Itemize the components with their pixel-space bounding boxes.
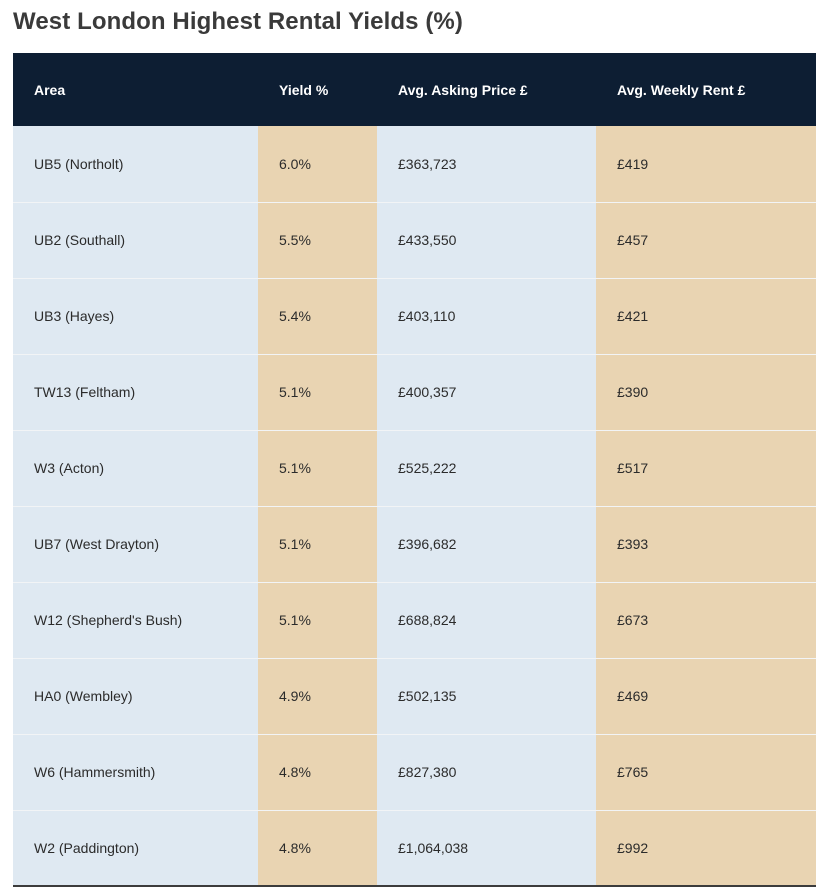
header-asking-price: Avg. Asking Price £: [398, 81, 528, 98]
table-row: [13, 582, 816, 658]
cell-area: W2 (Paddington): [13, 810, 258, 886]
table-row: [13, 354, 816, 430]
cell-weekly-rent: £469: [596, 658, 816, 734]
cell-yield: 4.9%: [258, 658, 377, 734]
cell-asking-price: £403,110: [377, 278, 596, 354]
table-row: [13, 430, 816, 506]
cell-area: TW13 (Feltham): [13, 354, 258, 430]
table-row: [13, 278, 816, 354]
cell-yield: 5.1%: [258, 430, 377, 506]
cell-weekly-rent: £673: [596, 582, 816, 658]
cell-weekly-rent: £390: [596, 354, 816, 430]
page-title: West London Highest Rental Yields (%): [13, 8, 463, 35]
table-row: [13, 810, 816, 886]
cell-area: W6 (Hammersmith): [13, 734, 258, 810]
cell-asking-price: £363,723: [377, 126, 596, 202]
cell-asking-price: £688,824: [377, 582, 596, 658]
cell-area: UB2 (Southall): [13, 202, 258, 278]
cell-weekly-rent: £393: [596, 506, 816, 582]
cell-weekly-rent: £421: [596, 278, 816, 354]
cell-weekly-rent: £992: [596, 810, 816, 886]
cell-weekly-rent: £419: [596, 126, 816, 202]
table-body: [13, 126, 816, 886]
cell-yield: 5.1%: [258, 506, 377, 582]
cell-yield: 5.4%: [258, 278, 377, 354]
header-yield: Yield %: [279, 81, 329, 98]
table-row: [13, 202, 816, 278]
header-weekly-rent: Avg. Weekly Rent £: [617, 81, 746, 98]
cell-yield: 4.8%: [258, 734, 377, 810]
table-row: [13, 658, 816, 734]
cell-weekly-rent: £765: [596, 734, 816, 810]
cell-asking-price: £433,550: [377, 202, 596, 278]
cell-area: UB7 (West Drayton): [13, 506, 258, 582]
cell-asking-price: £400,357: [377, 354, 596, 430]
cell-weekly-rent: £457: [596, 202, 816, 278]
cell-yield: 4.8%: [258, 810, 377, 886]
yields-table: [13, 53, 816, 887]
cell-area: HA0 (Wembley): [13, 658, 258, 734]
cell-area: UB5 (Northolt): [13, 126, 258, 202]
cell-yield: 6.0%: [258, 126, 377, 202]
table-header: [13, 53, 816, 126]
cell-area: UB3 (Hayes): [13, 278, 258, 354]
cell-asking-price: £502,135: [377, 658, 596, 734]
header-area: Area: [34, 81, 66, 98]
cell-asking-price: £827,380: [377, 734, 596, 810]
cell-area: W3 (Acton): [13, 430, 258, 506]
cell-asking-price: £525,222: [377, 430, 596, 506]
cell-yield: 5.1%: [258, 354, 377, 430]
cell-area: W12 (Shepherd's Bush): [13, 582, 258, 658]
table-row: [13, 734, 816, 810]
table-row: [13, 126, 816, 202]
cell-asking-price: £1,064,038: [377, 810, 596, 886]
header-row: [13, 53, 816, 126]
cell-yield: 5.1%: [258, 582, 377, 658]
yields-table-container: [13, 53, 816, 887]
cell-yield: 5.5%: [258, 202, 377, 278]
cell-asking-price: £396,682: [377, 506, 596, 582]
cell-weekly-rent: £517: [596, 430, 816, 506]
table-row: [13, 506, 816, 582]
